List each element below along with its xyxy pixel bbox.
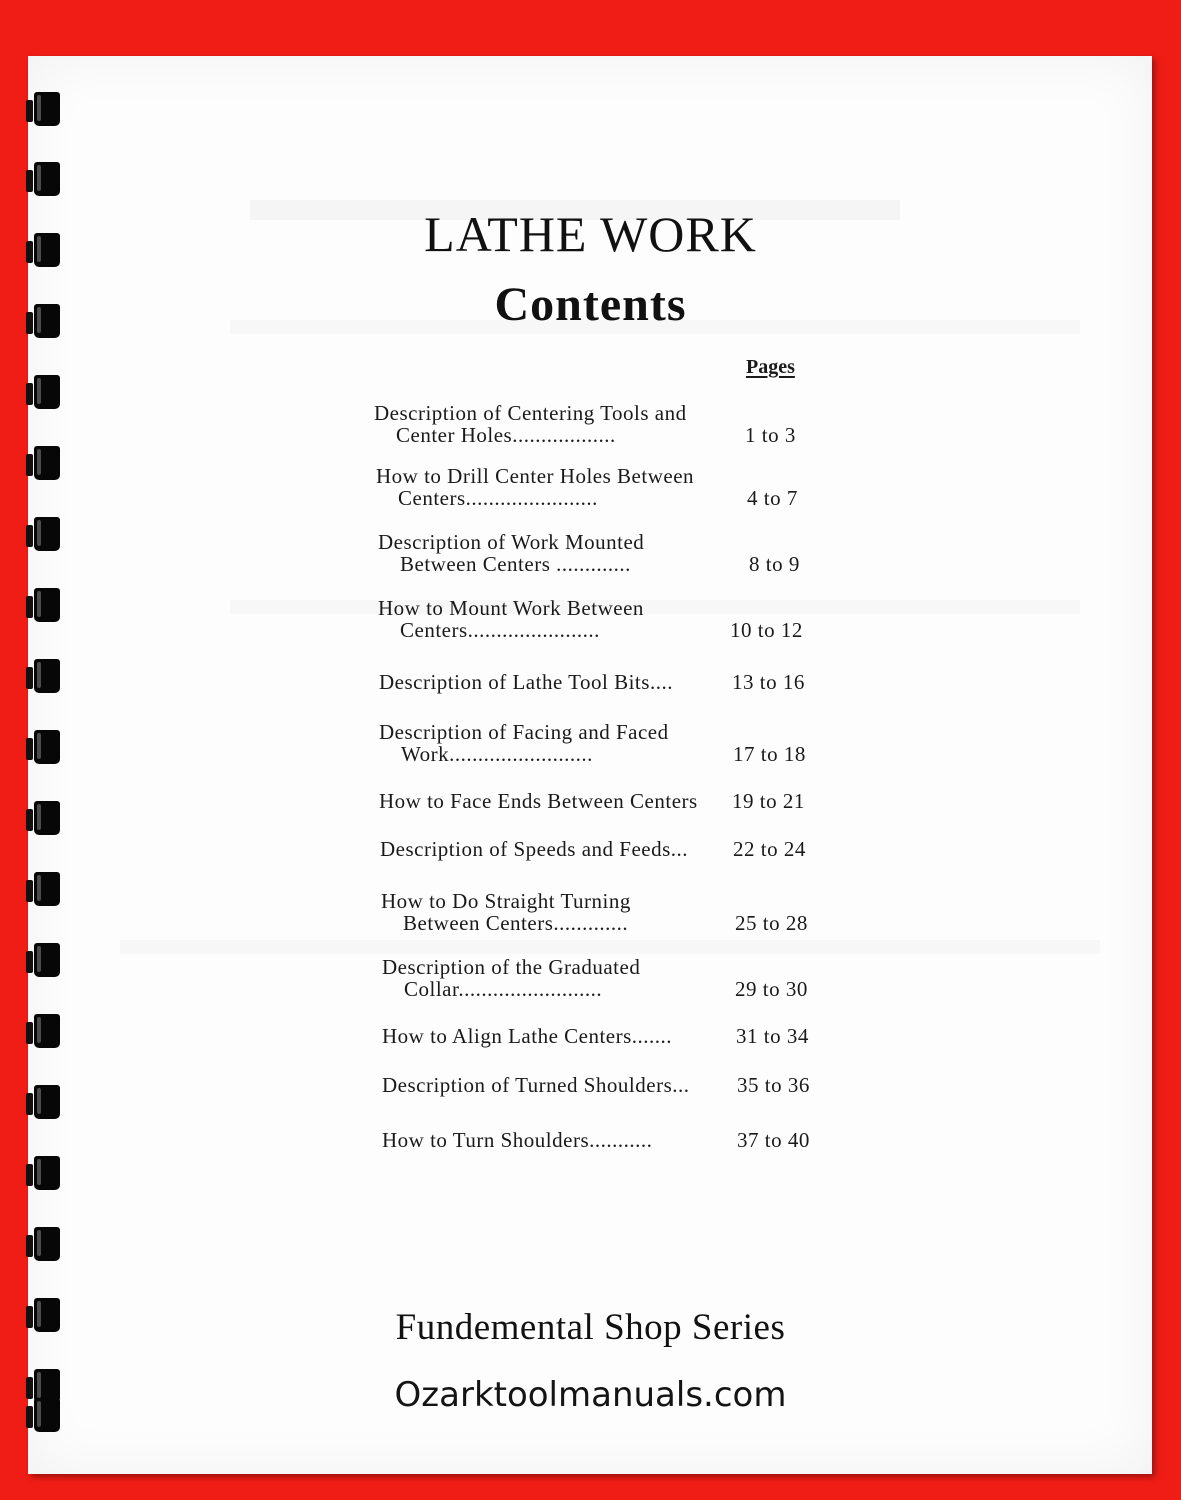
- toc-entry: Description of Facing and Faced Work......................... 17 to 18: [379, 720, 806, 766]
- document-subtitle: Contents: [494, 278, 687, 331]
- toc-entry-pages: 1 to 3: [745, 423, 796, 447]
- toc-entry-pages: 8 to 9: [749, 552, 800, 576]
- binding-loop: [26, 1227, 62, 1261]
- toc-entry-pages: 13 to 16: [732, 670, 805, 694]
- toc-entry-pages: 35 to 36: [737, 1073, 810, 1097]
- toc-entry: How to Face Ends Between Centers 19 to 21: [379, 789, 805, 813]
- toc-entry-pages: 29 to 30: [735, 977, 808, 1001]
- series-title: Fundemental Shop Series: [395, 1307, 786, 1348]
- toc-entry: Description of Centering Tools and Center Holes.................. 1 to 3: [374, 401, 796, 447]
- toc-entry-pages: 37 to 40: [737, 1128, 810, 1152]
- toc-entry-pages: 10 to 12: [730, 618, 803, 642]
- toc-entry-pages: 31 to 34: [736, 1024, 809, 1048]
- toc-entry: How to Turn Shoulders........... 37 to 40: [382, 1128, 810, 1152]
- toc-entry-pages: 4 to 7: [747, 486, 798, 510]
- toc-entry: How to Align Lathe Centers....... 31 to 34: [382, 1024, 809, 1048]
- toc-entry-pages: 25 to 28: [735, 911, 808, 935]
- toc-entry: How to Drill Center Holes Between Centers....................... 4 to 7: [376, 464, 798, 510]
- toc-entry: Description of Lathe Tool Bits.... 13 to 16: [379, 670, 805, 694]
- website-watermark: Ozarktoolmanuals.com: [394, 1375, 787, 1415]
- toc-entry-pages: 19 to 21: [732, 789, 805, 813]
- document-title: LATHE WORK: [424, 206, 757, 262]
- toc-entry: How to Mount Work Between Centers....................... 10 to 12: [378, 596, 803, 642]
- toc-entry: Description of Speeds and Feeds... 22 to 24: [380, 837, 806, 861]
- toc-entry: Description of Work Mounted Between Centers ............. 8 to 9: [378, 530, 800, 576]
- pages-column-header: Pages: [746, 356, 795, 378]
- toc-entry: How to Do Straight Turning Between Centers............. 25 to 28: [381, 889, 808, 935]
- toc-entry-pages: 17 to 18: [733, 742, 806, 766]
- toc-entry: Description of Turned Shoulders... 35 to 36: [382, 1073, 810, 1097]
- toc-entry: Description of the Graduated Collar......................... 29 to 30: [382, 955, 808, 1001]
- toc-entry-pages: 22 to 24: [733, 837, 806, 861]
